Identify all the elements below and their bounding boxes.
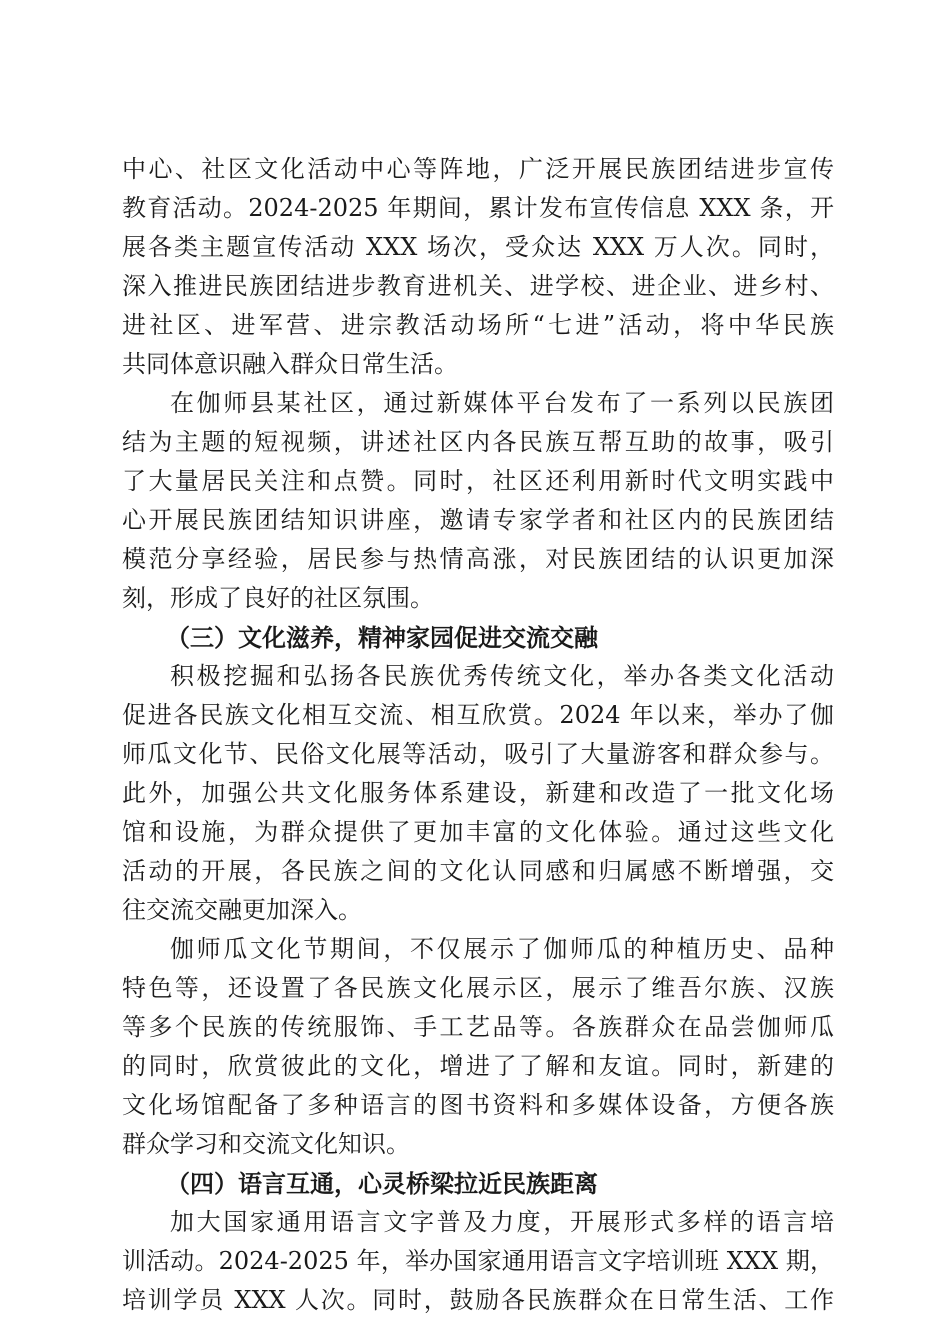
text-line: 模范分享经验，居民参与热情高涨，对民族团结的认识更加深 xyxy=(122,545,834,573)
body-paragraph xyxy=(122,930,834,1164)
text-line: 文化场馆配备了多种语言的图书资料和多媒体设备，方便各族 xyxy=(122,1091,834,1119)
text-line: 加大国家通用语言文字普及力度，开展形式多样的语言培 xyxy=(170,1208,834,1236)
text-line: 往交流交融更加深入。 xyxy=(122,896,362,924)
text-line: 进社区、进军营、进宗教活动场所“七进”活动，将中华民族 xyxy=(122,311,834,339)
text-line: 促进各民族文化相互交流、相互欣赏。2024 年以来，举办了伽 xyxy=(122,701,834,729)
document-page xyxy=(122,150,834,1320)
section-heading xyxy=(122,1164,834,1203)
text-line: 深入推进民族团结进步教育进机关、进学校、进企业、进乡村、 xyxy=(122,272,834,300)
text-line: 伽师瓜文化节期间，不仅展示了伽师瓜的种植历史、品种 xyxy=(170,935,834,963)
heading-text: （三）文化滋养，精神家园促进交流交融 xyxy=(166,623,598,652)
text-line: 中心、社区文化活动中心等阵地，广泛开展民族团结进步宣传 xyxy=(122,155,834,183)
text-line: 结为主题的短视频，讲述社区内各民族互帮互助的故事，吸引 xyxy=(122,428,834,456)
body-paragraph xyxy=(122,657,834,930)
text-line: 训活动。2024-2025 年，举办国家通用语言文字培训班 XXX 期， xyxy=(122,1247,834,1275)
text-line: 群众学习和交流文化知识。 xyxy=(122,1130,410,1158)
text-line: 共同体意识融入群众日常生活。 xyxy=(122,350,458,378)
section-heading xyxy=(122,618,834,657)
text-line: 积极挖掘和弘扬各民族优秀传统文化，举办各类文化活动 xyxy=(170,662,834,690)
heading-text: （四）语言互通，心灵桥梁拉近民族距离 xyxy=(166,1169,598,1198)
text-line: 刻，形成了良好的社区氛围。 xyxy=(122,584,434,612)
text-line: 了大量居民关注和点赞。同时，社区还利用新时代文明实践中 xyxy=(122,467,834,495)
text-line: 的同时，欣赏彼此的文化，增进了了解和友谊。同时，新建的 xyxy=(122,1052,834,1080)
text-line: 此外，加强公共文化服务体系建设，新建和改造了一批文化场 xyxy=(122,779,834,807)
text-line: 特色等，还设置了各民族文化展示区，展示了维吾尔族、汉族 xyxy=(122,974,834,1002)
text-line: 等多个民族的传统服饰、手工艺品等。各族群众在品尝伽师瓜 xyxy=(122,1013,834,1041)
text-line: 教育活动。2024-2025 年期间，累计发布宣传信息 XXX 条，开 xyxy=(122,194,834,222)
text-line: 在伽师县某社区，通过新媒体平台发布了一系列以民族团 xyxy=(170,389,834,417)
text-line: 培训学员 XXX 人次。同时，鼓励各民族群众在日常生活、工作 xyxy=(122,1286,834,1314)
text-line: 师瓜文化节、民俗文化展等活动，吸引了大量游客和群众参与。 xyxy=(122,740,834,768)
body-paragraph xyxy=(122,1203,834,1320)
body-paragraph xyxy=(122,384,834,618)
text-line: 活动的开展，各民族之间的文化认同感和归属感不断增强，交 xyxy=(122,857,834,885)
text-line: 心开展民族团结知识讲座，邀请专家学者和社区内的民族团结 xyxy=(122,506,834,534)
text-line: 馆和设施，为群众提供了更加丰富的文化体验。通过这些文化 xyxy=(122,818,834,846)
text-line: 展各类主题宣传活动 XXX 场次，受众达 XXX 万人次。同时， xyxy=(122,233,834,261)
body-paragraph xyxy=(122,150,834,384)
